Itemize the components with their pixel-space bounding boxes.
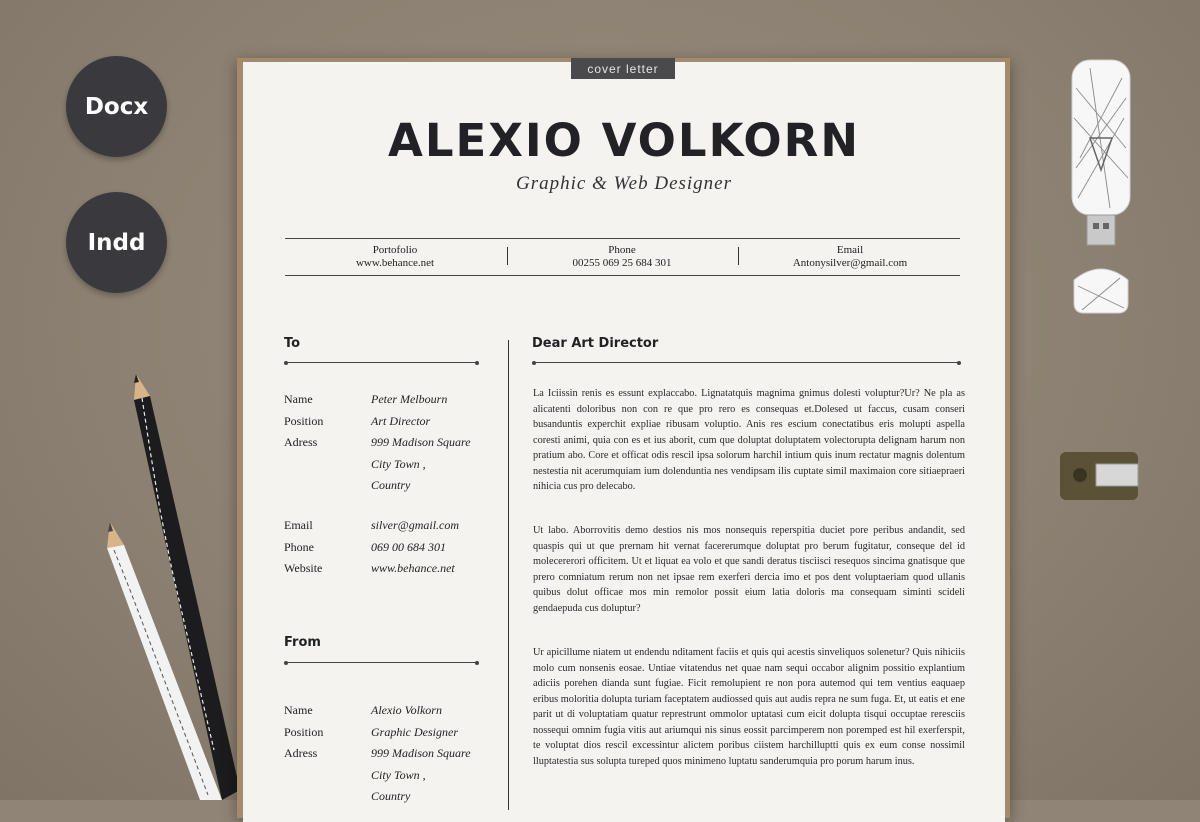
salutation: Dear Art Director	[532, 336, 659, 351]
pencil-sharpener-icon	[1058, 450, 1142, 504]
contact-phone	[512, 244, 732, 270]
from-heading: From	[284, 635, 321, 650]
indd-format-badge	[66, 192, 167, 293]
field-label: Adress	[284, 435, 318, 449]
applicant-name: ALEXIO VOLKORN	[388, 114, 860, 167]
letter-divider	[534, 362, 959, 363]
field-value: 999 Madison Square	[371, 746, 471, 760]
letter-paragraph-1: La Iciissin renis es essunt explaccabo. Lignatatquis magnima gnimus dolesti voluptur?Ur? Ne pla as alicatenti doloribus non con re que pro rero es consequas et.Dolesed ut faccus, cusam conseri busanduntis experchit expliae ribusam voluptio. Anis res escium conectatibus eris molupti aspella coresti animi, quia con es et ius aborit, cum que doluptat doluptatem volectorupta delignam harum non pratium abo. Core et officat odis rescil ipsa solorum harchil intium quis inum rectatur magnis dolentum nestestia nit acerumquiam ium dolenduntia nes vendipsam ilis cuptate simil maximaion core sitiaepraeri nihicia cus pro delecabo.	[533, 388, 965, 492]
pencils-illustration	[0, 370, 260, 800]
docx-format-badge	[66, 56, 167, 157]
field-value: Peter Melbourn	[371, 392, 448, 406]
field-label: Adress	[284, 746, 318, 760]
contact-value: Antonysilver@gmail.com	[792, 257, 908, 269]
field-label: Email	[284, 518, 313, 532]
field-label: Name	[284, 392, 313, 406]
contact-email	[740, 244, 960, 270]
field-value: City Town ,	[371, 456, 426, 471]
to-heading: To	[284, 336, 301, 351]
column-divider	[508, 340, 509, 810]
field-value: Country	[371, 789, 411, 803]
contact-label: Phone	[608, 244, 636, 256]
indd-label: Indd	[87, 229, 146, 256]
contact-value: 00255 069 25 684 301	[572, 257, 672, 269]
from-divider	[286, 662, 477, 663]
letter-paragraph-3: Ur apicillume niatem ut endendu nditament faciis et quis qui acestis sinveliquos solenetur? Quis nihiciis molo cum nonsenis eosae. Untiae vitatendus net quae nam sequi occabor alignim possitio explantium adiciis porehen dianda sunt fugiae. Ficit remolupient re non pora autemod qui tem ventius eaquaep eribus moloritia dolupta turiam faceptatem audiossed quis aut audis repra ne sum fuga. Et, ut eatis et ene parit ut di voluptatiam quatur represtrunt ommolor uptatasi cum eicit dolupta tisqui occuptae reresciis nossequi omnim fugia vitis aut ariumqui nis sinus eossit parcimperem non poremped est hil exerferspit, te voluptat dios rescil excessintur alictem poribus ciistem harchilluptti quis ex eum conse nossimil lluptatestia sus solupta tureped quos minimeno luptatu sanderumquia pro porum harum inus.	[533, 647, 965, 767]
document-type-tag: cover letter	[571, 58, 675, 79]
contact-label: Portofolio	[372, 244, 418, 256]
field-value: Alexio Volkorn	[371, 703, 442, 717]
contact-portfolio	[285, 244, 505, 270]
field-value: City Town ,	[371, 767, 426, 782]
field-value: silver@gmail.com	[371, 518, 460, 532]
field-value: Country	[371, 478, 411, 492]
field-value: Art Director	[371, 413, 431, 428]
field-label: Phone	[284, 539, 314, 554]
field-label: Name	[284, 703, 313, 717]
contact-divider	[507, 247, 508, 265]
contact-divider	[738, 247, 739, 265]
field-label: Position	[284, 413, 324, 428]
field-value: www.behance.net	[371, 561, 455, 575]
field-value: 999 Madison Square	[371, 435, 471, 449]
docx-label: Docx	[84, 93, 149, 120]
letter-paragraph-2: Ut labo. Aborrovitis demo destios nis mos nonsequis reperspitia duciet pore peribus andandit, sed quaspis qui ut que prernam hit vernat facererumque doluptat pro berum fugitatur, conseque del id molecererori officitem. Ut et liquat ea volo et que sandi deratus tisciisci resequos sincima gnatisque que prero comniatum rerum non net ipsae rem exerferi dercia imo et pos dent voluptaeriam quod ullanis quibus dolut officae mos min remolor possit eium latia doloris ma consequam siminti scideli gendaepuda cus doluptur?	[533, 525, 965, 614]
to-divider	[286, 362, 477, 363]
field-value: Graphic Designer	[371, 724, 458, 739]
field-value: 069 00 684 301	[371, 539, 446, 554]
applicant-role: Graphic & Web Designer	[515, 173, 733, 194]
field-label: Website	[284, 561, 323, 575]
contact-bar	[285, 238, 960, 276]
contact-value: www.behance.net	[355, 257, 435, 269]
field-label: Position	[284, 724, 324, 739]
contact-label: Email	[836, 244, 864, 256]
usb-drive-icon	[1070, 58, 1140, 318]
